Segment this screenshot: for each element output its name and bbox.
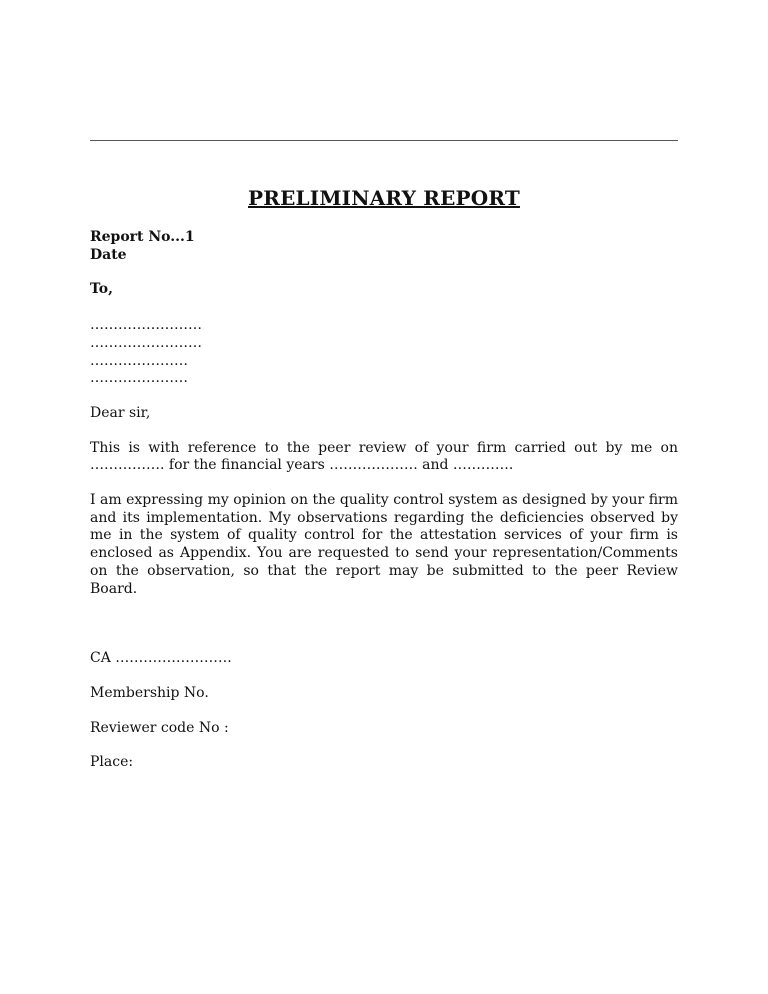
membership-number: Membership No. [90,684,209,701]
intro-line-2: ……………. for the financial years ………………. and …………. [90,457,514,474]
report-number: Report No...1 [90,229,195,245]
report-body [90,229,678,772]
salutation: Dear sir, [90,404,151,421]
address-line-3: ………………… [90,352,188,369]
to-label: To, [90,281,114,298]
header-rule [90,140,678,141]
ca-signature-line: CA ……………………. [90,650,232,667]
address-line-4: ………………… [90,370,188,387]
place-label: Place: [90,754,134,771]
reviewer-code: Reviewer code No : [90,719,229,736]
address-line-1: …………………… [90,317,202,334]
report-title: PRELIMINARY REPORT [248,186,520,210]
address-line-2: …………………… [90,334,202,351]
opinion-paragraph: I am expressing my opinion on the quality control system as designed by your firm and its implementation. My observations regarding the deficiencies observed by me in the system of quality control for the attestation services of your firm is enclosed as Appendix. You are requested to send your representation/Comments on the observation, so that the report may be submitted to the peer Review Board. [90,492,678,597]
intro-line-1: This is with reference to the peer review of your firm carried out by me on [90,439,678,456]
date-label: Date [90,246,127,263]
intro-paragraph [90,440,678,475]
